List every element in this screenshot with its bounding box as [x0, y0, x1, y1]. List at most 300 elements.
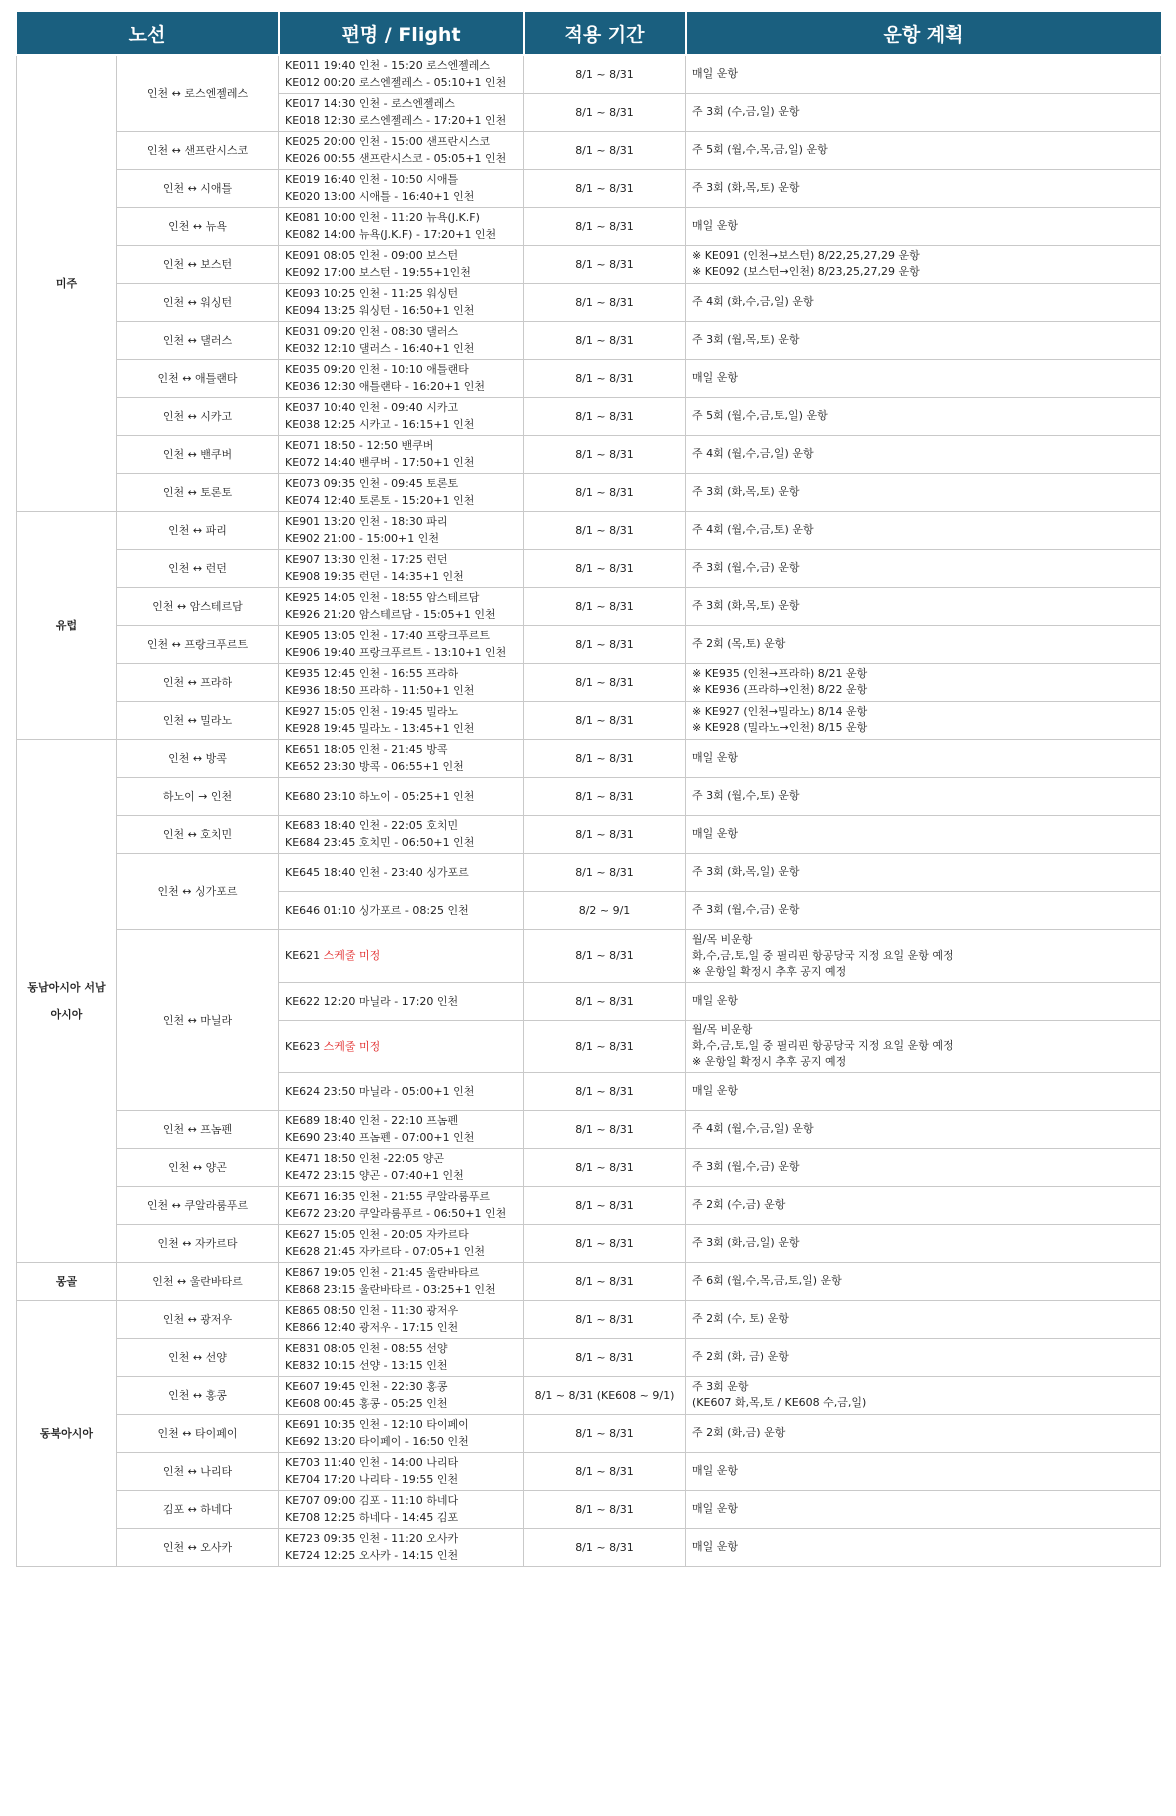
route-cell: 인천 ↔ 호치민	[117, 815, 279, 853]
table-row	[17, 131, 1161, 169]
flight-cell	[279, 1110, 524, 1148]
route-cell: 인천 ↔ 댈러스	[117, 321, 279, 359]
table-row	[17, 1224, 1161, 1262]
route-cell: 인천 ↔ 런던	[117, 549, 279, 587]
period-cell: 8/1 ~ 8/31	[524, 511, 686, 549]
region-americas: 미주	[17, 55, 117, 511]
plan-line: 매일 운항	[692, 1084, 739, 1097]
plan-cell	[686, 739, 1161, 777]
flight-line: KE868 23:15 울란바타르 - 03:25+1 인천	[285, 1283, 496, 1296]
table-row	[17, 473, 1161, 511]
route-cell: 김포 ↔ 하네다	[117, 1490, 279, 1528]
plan-line: ※ KE928 (밀라노→인천) 8/15 운항	[692, 721, 868, 734]
flight-line: KE831 08:05 인천 - 08:55 선양	[285, 1342, 448, 1355]
period-cell: 8/1 ~ 8/31	[524, 1148, 686, 1186]
flight-line: KE689 18:40 인천 - 22:10 프놈펜	[285, 1114, 459, 1127]
period-cell: 8/1 ~ 8/31	[524, 1338, 686, 1376]
flight-line: KE866 12:40 광저우 - 17:15 인천	[285, 1321, 459, 1334]
route-cell: 인천 ↔ 프랑크푸르트	[117, 625, 279, 663]
plan-cell	[686, 1072, 1161, 1110]
table-row	[17, 1110, 1161, 1148]
plan-cell	[686, 815, 1161, 853]
region-label: 동남아시아 서남아시아	[27, 980, 106, 1021]
flight-line: KE936 18:50 프라하 - 11:50+1 인천	[285, 684, 475, 697]
plan-line: 주 3회 (수,금,일) 운항	[692, 105, 800, 118]
route-cell: 인천 ↔ 나리타	[117, 1452, 279, 1490]
flight-line: KE037 10:40 인천 - 09:40 시카고	[285, 401, 459, 414]
route-cell: 인천 ↔ 프놈펜	[117, 1110, 279, 1148]
table-row	[17, 587, 1161, 625]
plan-line: 주 3회 (월,목,토) 운항	[692, 333, 800, 346]
period-cell: 8/1 ~ 8/31	[524, 435, 686, 473]
table-row	[17, 549, 1161, 587]
flight-line: KE651 18:05 인천 - 21:45 방콕	[285, 743, 448, 756]
table-row	[17, 169, 1161, 207]
plan-cell	[686, 321, 1161, 359]
period-cell: 8/1 ~ 8/31	[524, 359, 686, 397]
table-row	[17, 1262, 1161, 1300]
plan-cell	[686, 1414, 1161, 1452]
period-cell: 8/1 ~ 8/31	[524, 1300, 686, 1338]
plan-line: 매일 운항	[692, 1540, 739, 1553]
flight-cell	[279, 1490, 524, 1528]
plan-note: 월/목 비운항	[692, 1023, 753, 1036]
flight-code: KE623	[285, 1039, 321, 1053]
table-row	[17, 511, 1161, 549]
flight-line: KE018 12:30 로스엔젤레스 - 17:20+1 인천	[285, 114, 507, 127]
plan-cell	[686, 359, 1161, 397]
plan-line: 매일 운항	[692, 827, 739, 840]
plan-cell	[686, 1490, 1161, 1528]
plan-line: 주 2회 (목,토) 운항	[692, 637, 786, 650]
plan-line: 매일 운항	[692, 219, 739, 232]
plan-line: 주 5회 (월,수,목,금,일) 운항	[692, 143, 828, 156]
plan-cell	[686, 1528, 1161, 1566]
route-cell: 인천 ↔ 워싱턴	[117, 283, 279, 321]
plan-line: 주 3회 운항	[692, 1380, 749, 1393]
route-cell: 인천 ↔ 양곤	[117, 1148, 279, 1186]
region-europe: 유럽	[17, 511, 117, 739]
period-cell: 8/1 ~ 8/31	[524, 549, 686, 587]
period-cell: 8/1 ~ 8/31	[524, 1020, 686, 1072]
flight-cell	[279, 93, 524, 131]
route-cell: 인천 ↔ 홍콩	[117, 1376, 279, 1414]
flight-line	[285, 947, 517, 964]
flight-cell	[279, 473, 524, 511]
header-plan: 운항 계획	[686, 12, 1161, 55]
flight-line: KE691 10:35 인천 - 12:10 타이페이	[285, 1418, 469, 1431]
flight-line: KE905 13:05 인천 - 17:40 프랑크푸르트	[285, 629, 491, 642]
table-row	[17, 1376, 1161, 1414]
flight-schedule-table	[16, 12, 1161, 1567]
flight-line: KE081 10:00 인천 - 11:20 뉴욕(J.K.F)	[285, 211, 480, 224]
flight-line: KE607 19:45 인천 - 22:30 홍콩	[285, 1380, 448, 1393]
flight-cell	[279, 55, 524, 93]
route-cell: 인천 ↔ 타이페이	[117, 1414, 279, 1452]
plan-cell	[686, 853, 1161, 891]
table-row	[17, 853, 1161, 891]
route-cell: 인천 ↔ 방콕	[117, 739, 279, 777]
flight-cell	[279, 207, 524, 245]
region-northeast-asia: 동북아시아	[17, 1300, 117, 1566]
flight-cell	[279, 435, 524, 473]
period-cell: 8/1 ~ 8/31	[524, 131, 686, 169]
plan-line: ※ KE927 (인천→밀라노) 8/14 운항	[692, 705, 868, 718]
table-row	[17, 1338, 1161, 1376]
flight-cell	[279, 397, 524, 435]
plan-line: 주 2회 (수,금) 운항	[692, 1198, 786, 1211]
flight-line: KE091 08:05 인천 - 09:00 보스턴	[285, 249, 459, 262]
flight-line: KE908 19:35 런던 - 14:35+1 인천	[285, 570, 464, 583]
period-cell: 8/1 ~ 8/31	[524, 625, 686, 663]
route-cell: 인천 ↔ 보스턴	[117, 245, 279, 283]
period-cell: 8/1 ~ 8/31	[524, 1414, 686, 1452]
flight-cell	[279, 1262, 524, 1300]
route-cell: 인천 ↔ 밴쿠버	[117, 435, 279, 473]
table-row	[17, 777, 1161, 815]
flight-cell	[279, 587, 524, 625]
period-cell: 8/1 ~ 8/31	[524, 1528, 686, 1566]
flight-cell	[279, 625, 524, 663]
flight-cell	[279, 815, 524, 853]
plan-cell	[686, 1020, 1161, 1072]
plan-line: 주 4회 (화,수,금,일) 운항	[692, 295, 814, 308]
flight-line: KE935 12:45 인천 - 16:55 프라하	[285, 667, 459, 680]
flight-line: KE020 13:00 시애틀 - 16:40+1 인천	[285, 190, 475, 203]
flight-line: KE832 10:15 선양 - 13:15 인천	[285, 1359, 448, 1372]
table-row	[17, 321, 1161, 359]
table-row	[17, 245, 1161, 283]
period-cell: 8/1 ~ 8/31	[524, 1452, 686, 1490]
route-cell: 인천 ↔ 시애틀	[117, 169, 279, 207]
table-row	[17, 625, 1161, 663]
flight-cell	[279, 1452, 524, 1490]
flight-line: KE925 14:05 인천 - 18:55 암스테르담	[285, 591, 480, 604]
plan-cell	[686, 245, 1161, 283]
plan-line: 주 2회 (화, 금) 운항	[692, 1350, 789, 1363]
plan-cell	[686, 511, 1161, 549]
period-cell: 8/1 ~ 8/31	[524, 93, 686, 131]
flight-line: KE926 21:20 암스테르담 - 15:05+1 인천	[285, 608, 496, 621]
route-cell: 인천 ↔ 광저우	[117, 1300, 279, 1338]
plan-line: 매일 운항	[692, 994, 739, 1007]
flight-line: KE652 23:30 방콕 - 06:55+1 인천	[285, 760, 464, 773]
region-southeast-southwest-asia	[17, 739, 117, 1262]
period-cell: 8/1 ~ 8/31	[524, 473, 686, 511]
flight-line: KE690 23:40 프놈펜 - 07:00+1 인천	[285, 1131, 475, 1144]
plan-note: 월/목 비운항	[692, 932, 753, 946]
route-cell: 인천 ↔ 울란바타르	[117, 1262, 279, 1300]
flight-cell	[279, 359, 524, 397]
period-cell: 8/1 ~ 8/31	[524, 701, 686, 739]
flight-line: KE723 09:35 인천 - 11:20 오사카	[285, 1532, 459, 1545]
route-cell: 인천 ↔ 오사카	[117, 1528, 279, 1566]
header-flight: 편명 / Flight	[279, 12, 524, 55]
flight-line: KE703 11:40 인천 - 14:00 나리타	[285, 1456, 459, 1469]
flight-cell	[279, 1072, 524, 1110]
plan-cell	[686, 131, 1161, 169]
flight-line: KE683 18:40 인천 - 22:05 호치민	[285, 819, 459, 832]
flight-line: KE074 12:40 토론토 - 15:20+1 인천	[285, 494, 475, 507]
flight-line: KE680 23:10 하노이 - 05:25+1 인천	[285, 789, 475, 803]
flight-line: KE026 00:55 샌프란시스코 - 05:05+1 인천	[285, 152, 507, 165]
table-row	[17, 1148, 1161, 1186]
period-cell: 8/1 ~ 8/31	[524, 207, 686, 245]
plan-line: 주 3회 (월,수,금) 운항	[692, 1160, 800, 1173]
route-cell: 인천 ↔ 뉴욕	[117, 207, 279, 245]
table-row	[17, 1490, 1161, 1528]
plan-line: 주 4회 (월,수,금,일) 운항	[692, 447, 814, 460]
period-cell: 8/1 ~ 8/31	[524, 1072, 686, 1110]
plan-line: 주 2회 (화,금) 운항	[692, 1426, 786, 1439]
period-cell: 8/1 ~ 8/31 (KE608 ~ 9/1)	[524, 1376, 686, 1414]
header-route: 노선	[17, 12, 279, 55]
plan-line: 주 3회 (화,목,토) 운항	[692, 181, 800, 194]
plan-line: ※ 운항일 확정시 추후 공지 예정	[692, 964, 847, 978]
flight-cell	[279, 245, 524, 283]
flight-line: KE684 23:45 호치민 - 06:50+1 인천	[285, 836, 475, 849]
plan-line: 주 5회 (월,수,금,토,일) 운항	[692, 409, 828, 422]
table-row	[17, 815, 1161, 853]
plan-line: 주 3회 (화,목,토) 운항	[692, 485, 800, 498]
period-cell: 8/1 ~ 8/31	[524, 929, 686, 982]
table-row	[17, 1300, 1161, 1338]
flight-line: KE032 12:10 댈러스 - 16:40+1 인천	[285, 342, 475, 355]
table-row	[17, 397, 1161, 435]
plan-cell	[686, 1148, 1161, 1186]
flight-line: KE624 23:50 마닐라 - 05:00+1 인천	[285, 1084, 475, 1098]
flight-line: KE011 19:40 인천 - 15:20 로스엔젤레스	[285, 59, 491, 73]
plan-line: 주 4회 (월,수,금,토) 운항	[692, 523, 814, 536]
route-cell: 인천 ↔ 샌프란시스코	[117, 131, 279, 169]
flight-line: KE646 01:10 싱가포르 - 08:25 인천	[285, 903, 469, 917]
route-cell: 인천 ↔ 로스엔젤레스	[117, 55, 279, 131]
flight-cell	[279, 982, 524, 1020]
flight-line: KE082 14:00 뉴욕(J.K.F) - 17:20+1 인천	[285, 228, 497, 241]
flight-line: KE708 12:25 하네다 - 14:45 김포	[285, 1511, 459, 1524]
period-cell: 8/1 ~ 8/31	[524, 169, 686, 207]
plan-line: ※ KE936 (프라하→인천) 8/22 운항	[692, 683, 868, 696]
plan-cell	[686, 701, 1161, 739]
plan-cell	[686, 625, 1161, 663]
plan-cell	[686, 169, 1161, 207]
plan-line: 주 3회 (월,수,토) 운항	[692, 789, 800, 802]
plan-line: ※ KE935 (인천→프라하) 8/21 운항	[692, 667, 868, 680]
flight-cell	[279, 1300, 524, 1338]
plan-cell	[686, 283, 1161, 321]
plan-line: ※ KE092 (보스턴→인천) 8/23,25,27,29 운항	[692, 265, 920, 278]
period-cell: 8/1 ~ 8/31	[524, 283, 686, 321]
period-cell: 8/1 ~ 8/31	[524, 245, 686, 283]
plan-line: (KE607 화,목,토 / KE608 수,금,일)	[692, 1396, 867, 1409]
plan-line: 화,수,금,토,일 중 필리핀 항공당국 지정 요일 운항 예정	[692, 948, 954, 962]
period-cell: 8/1 ~ 8/31	[524, 397, 686, 435]
flight-cell	[279, 1224, 524, 1262]
flight-line: KE012 00:20 로스엔젤레스 - 05:10+1 인천	[285, 76, 507, 90]
plan-cell	[686, 397, 1161, 435]
flight-line: KE927 15:05 인천 - 19:45 밀라노	[285, 705, 459, 718]
flight-line: KE031 09:20 인천 - 08:30 댈러스	[285, 325, 459, 338]
flight-line: KE902 21:00 - 15:00+1 인천	[285, 532, 439, 545]
route-cell: 인천 ↔ 선양	[117, 1338, 279, 1376]
flight-line: KE865 08:50 인천 - 11:30 광저우	[285, 1304, 459, 1317]
route-cell: 하노이 → 인천	[117, 777, 279, 815]
flight-line: KE928 19:45 밀라노 - 13:45+1 인천	[285, 722, 475, 735]
flight-cell	[279, 321, 524, 359]
period-cell: 8/1 ~ 8/31	[524, 853, 686, 891]
period-cell: 8/1 ~ 8/31	[524, 1490, 686, 1528]
period-cell: 8/1 ~ 8/31	[524, 1110, 686, 1148]
flight-cell	[279, 701, 524, 739]
flight-code: KE621	[285, 949, 321, 962]
plan-line: 주 3회 (화,목,일) 운항	[692, 865, 800, 878]
table-row	[17, 435, 1161, 473]
flight-line: KE724 12:25 오사카 - 14:15 인천	[285, 1549, 459, 1562]
plan-line: 화,수,금,토,일 중 필리핀 항공당국 지정 요일 운항 예정	[692, 1039, 954, 1052]
flight-line: KE907 13:30 인천 - 17:25 런던	[285, 553, 448, 566]
plan-cell	[686, 1300, 1161, 1338]
plan-cell	[686, 473, 1161, 511]
flight-line: KE707 09:00 김포 - 11:10 하네다	[285, 1494, 459, 1507]
flight-line: KE672 23:20 쿠알라룸푸르 - 06:50+1 인천	[285, 1207, 507, 1220]
flight-line: KE645 18:40 인천 - 23:40 싱가포르	[285, 865, 469, 879]
plan-cell	[686, 1262, 1161, 1300]
flight-line: KE019 16:40 인천 - 10:50 시애틀	[285, 173, 459, 186]
region-mongolia: 몽골	[17, 1262, 117, 1300]
plan-cell	[686, 587, 1161, 625]
flight-line: KE627 15:05 인천 - 20:05 자카르타	[285, 1228, 469, 1241]
period-cell: 8/1 ~ 8/31	[524, 663, 686, 701]
flight-line: KE704 17:20 나리타 - 19:55 인천	[285, 1473, 459, 1486]
flight-line: KE867 19:05 인천 - 21:45 울란바타르	[285, 1266, 480, 1279]
plan-cell	[686, 207, 1161, 245]
plan-cell	[686, 1110, 1161, 1148]
flight-line: KE671 16:35 인천 - 21:55 쿠알라룸푸르	[285, 1190, 491, 1203]
route-cell: 인천 ↔ 싱가포르	[117, 853, 279, 929]
plan-line: 주 6회 (월,수,목,금,토,일) 운항	[692, 1274, 842, 1287]
period-cell: 8/1 ~ 8/31	[524, 1262, 686, 1300]
plan-cell	[686, 929, 1161, 982]
route-cell: 인천 ↔ 자카르타	[117, 1224, 279, 1262]
flight-line: KE471 18:50 인천 -22:05 양곤	[285, 1152, 445, 1165]
route-cell: 인천 ↔ 마닐라	[117, 929, 279, 1110]
period-cell: 8/2 ~ 9/1	[524, 891, 686, 929]
schedule-tbd-label: 스케줄 미정	[323, 1039, 381, 1053]
route-cell: 인천 ↔ 암스테르담	[117, 587, 279, 625]
route-cell: 인천 ↔ 파리	[117, 511, 279, 549]
flight-line: KE038 12:25 시카고 - 16:15+1 인천	[285, 418, 475, 431]
table-row	[17, 701, 1161, 739]
route-cell: 인천 ↔ 프라하	[117, 663, 279, 701]
flight-cell	[279, 1020, 524, 1072]
flight-cell	[279, 131, 524, 169]
route-cell: 인천 ↔ 쿠알라룸푸르	[117, 1186, 279, 1224]
flight-cell	[279, 169, 524, 207]
period-cell: 8/1 ~ 8/31	[524, 815, 686, 853]
table-row	[17, 55, 1161, 93]
flight-line: KE628 21:45 자카르타 - 07:05+1 인천	[285, 1245, 485, 1258]
plan-line: 주 3회 (화,목,토) 운항	[692, 599, 800, 612]
flight-line	[285, 1038, 517, 1055]
flight-cell	[279, 1528, 524, 1566]
flight-line: KE036 12:30 애틀랜타 - 16:20+1 인천	[285, 380, 485, 393]
flight-cell	[279, 283, 524, 321]
flight-cell	[279, 663, 524, 701]
plan-line: 매일 운항	[692, 1502, 739, 1515]
plan-line: 주 2회 (수, 토) 운항	[692, 1312, 789, 1325]
plan-line: ※ 운항일 확정시 추후 공지 예정	[692, 1055, 847, 1068]
flight-cell	[279, 1186, 524, 1224]
plan-line: 매일 운항	[692, 1464, 739, 1477]
schedule-tbd-label: 스케줄 미정	[323, 949, 381, 962]
flight-cell	[279, 1338, 524, 1376]
flight-line: KE035 09:20 인천 - 10:10 애틀랜타	[285, 363, 469, 376]
flight-line: KE608 00:45 홍콩 - 05:25 인천	[285, 1397, 448, 1410]
flight-cell	[279, 739, 524, 777]
table-row	[17, 1528, 1161, 1566]
plan-line: 매일 운항	[692, 67, 739, 81]
table-row	[17, 739, 1161, 777]
plan-cell	[686, 55, 1161, 93]
plan-line: 주 3회 (월,수,금) 운항	[692, 903, 800, 916]
flight-cell	[279, 1414, 524, 1452]
period-cell: 8/1 ~ 8/31	[524, 587, 686, 625]
plan-cell	[686, 663, 1161, 701]
table-row	[17, 1452, 1161, 1490]
flight-cell	[279, 891, 524, 929]
period-cell: 8/1 ~ 8/31	[524, 55, 686, 93]
plan-cell	[686, 1452, 1161, 1490]
plan-cell	[686, 1376, 1161, 1414]
table-row	[17, 663, 1161, 701]
flight-line: KE094 13:25 워싱턴 - 16:50+1 인천	[285, 304, 475, 317]
plan-line: 주 3회 (월,수,금) 운항	[692, 561, 800, 574]
flight-line: KE622 12:20 마닐라 - 17:20 인천	[285, 994, 459, 1008]
route-cell: 인천 ↔ 시카고	[117, 397, 279, 435]
plan-line: 주 4회 (월,수,금,일) 운항	[692, 1122, 814, 1135]
flight-line: KE073 09:35 인천 - 09:45 토론토	[285, 477, 459, 490]
flight-line: KE017 14:30 인천 - 로스엔젤레스	[285, 97, 455, 110]
table-row	[17, 283, 1161, 321]
route-cell: 인천 ↔ 토론토	[117, 473, 279, 511]
flight-line: KE906 19:40 프랑크푸르트 - 13:10+1 인천	[285, 646, 507, 659]
period-cell: 8/1 ~ 8/31	[524, 321, 686, 359]
flight-cell	[279, 853, 524, 891]
table-row	[17, 359, 1161, 397]
plan-line: 매일 운항	[692, 751, 739, 764]
plan-cell	[686, 1186, 1161, 1224]
plan-line: 주 3회 (화,금,일) 운항	[692, 1236, 800, 1249]
table-row	[17, 1186, 1161, 1224]
header-row	[17, 12, 1161, 55]
route-cell: 인천 ↔ 애틀랜타	[117, 359, 279, 397]
period-cell: 8/1 ~ 8/31	[524, 1224, 686, 1262]
plan-cell	[686, 982, 1161, 1020]
table-row	[17, 207, 1161, 245]
flight-line: KE901 13:20 인천 - 18:30 파리	[285, 515, 448, 528]
flight-line: KE692 13:20 타이페이 - 16:50 인천	[285, 1435, 469, 1448]
flight-line: KE092 17:00 보스턴 - 19:55+1인천	[285, 266, 471, 279]
period-cell: 8/1 ~ 8/31	[524, 777, 686, 815]
header-period: 적용 기간	[524, 12, 686, 55]
plan-line: ※ KE091 (인천→보스턴) 8/22,25,27,29 운항	[692, 249, 920, 262]
plan-cell	[686, 435, 1161, 473]
schedule-table-wrapper	[16, 12, 1160, 1567]
plan-line: 매일 운항	[692, 371, 739, 384]
flight-line: KE072 14:40 밴쿠버 - 17:50+1 인천	[285, 456, 475, 469]
period-cell: 8/1 ~ 8/31	[524, 1186, 686, 1224]
flight-cell	[279, 777, 524, 815]
